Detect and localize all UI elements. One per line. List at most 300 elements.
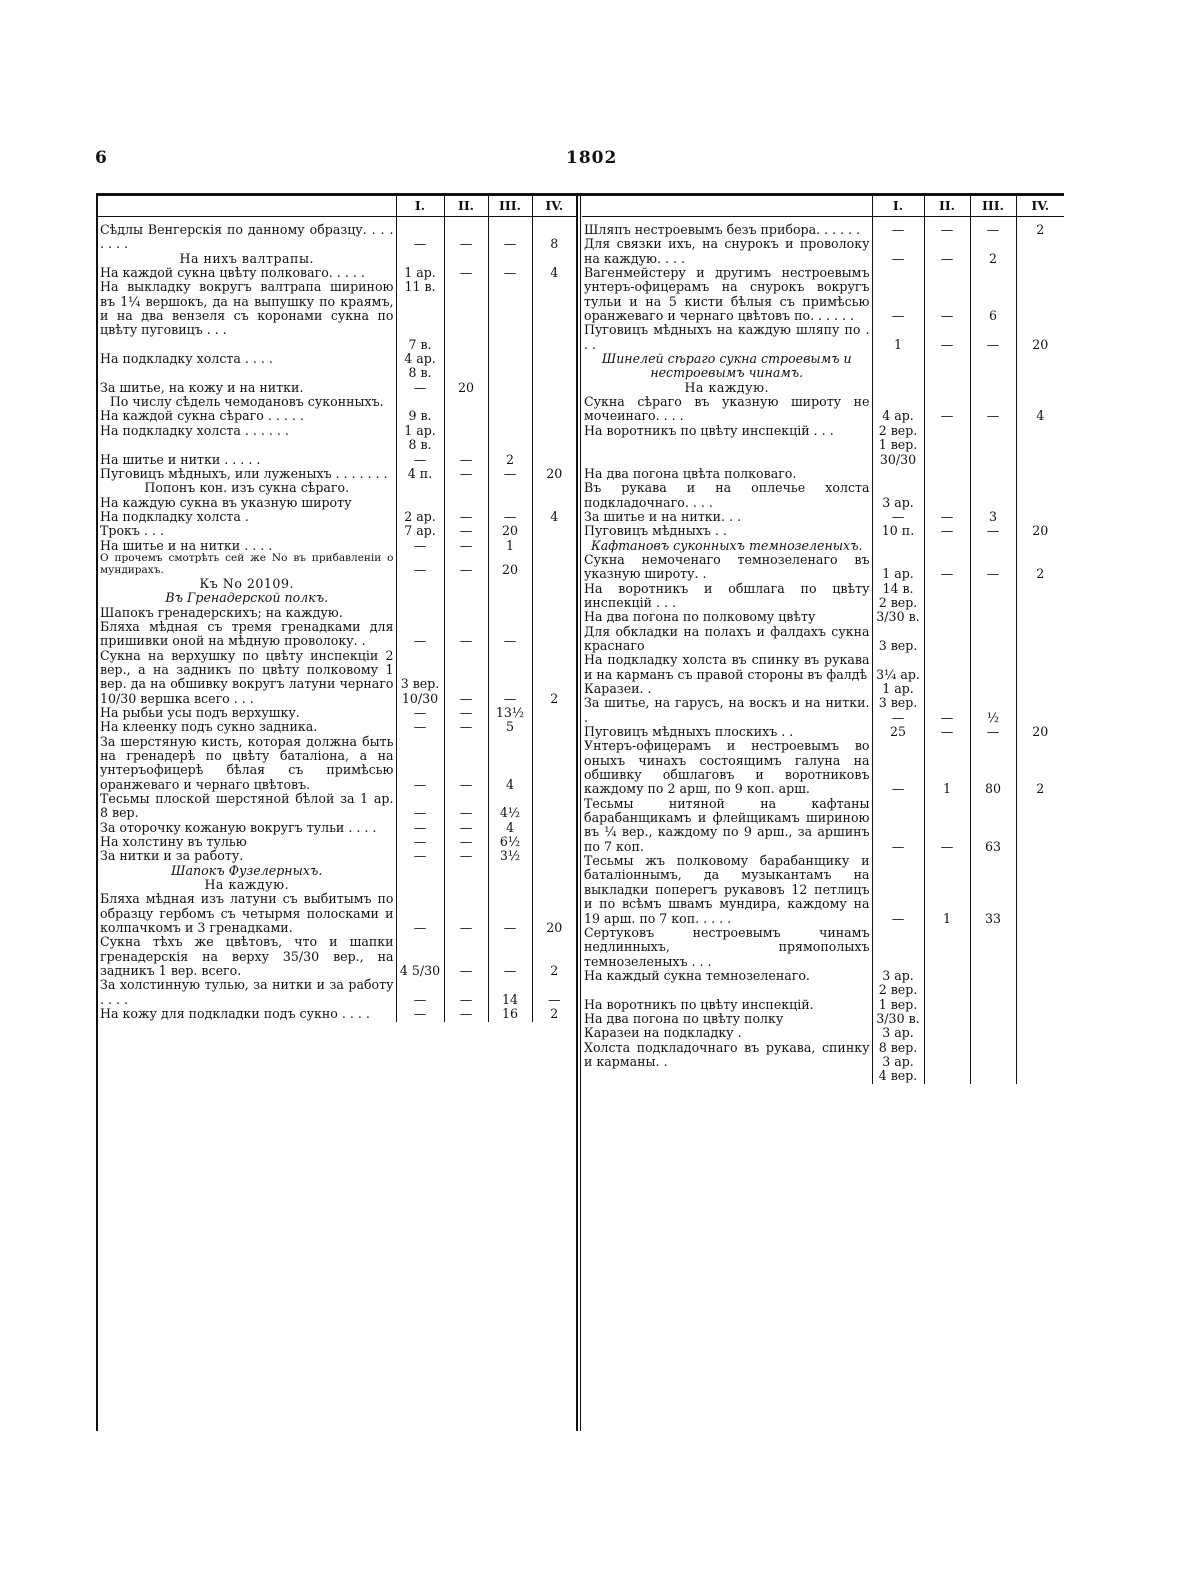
left-item-text: По числу сѣдель чемодановъ суконныхъ. <box>109 394 384 410</box>
right-value-col-3 <box>970 682 1016 696</box>
left-item-text: Шапокъ гренадерскихъ; на каждую. <box>100 604 343 620</box>
left-item-text: За нитки и за работу. <box>100 848 244 864</box>
left-header-row <box>98 196 576 217</box>
right-value-col-1: 3/30 в. <box>872 1012 924 1026</box>
left-item-text: Трокъ . . . <box>100 523 164 539</box>
right-value-col-2 <box>924 381 970 395</box>
right-value-col-2 <box>924 969 970 998</box>
right-item-text: Шинелей сѣраго сукна строевымъ и нестроевымъ чинамъ. <box>601 351 852 381</box>
right-value-col-1: 4 ар. <box>872 395 924 424</box>
left-value-col-2: — <box>444 735 488 792</box>
right-value-col-1: 3¼ ар. <box>872 653 924 682</box>
left-row <box>98 252 576 266</box>
left-value-col-3: — <box>488 510 532 524</box>
right-value-col-1: 3/30 в. <box>872 610 924 624</box>
right-item-text: Кафтановъ суконныхъ темнозеленыхъ. <box>590 537 863 553</box>
left-value-col-1: — <box>396 835 444 849</box>
right-value-col-2 <box>924 352 970 381</box>
left-value-col-1: — <box>396 223 444 252</box>
left-value-col-4: 20 <box>532 892 576 935</box>
right-row <box>582 682 1064 696</box>
left-value-col-2 <box>444 424 488 453</box>
left-value-col-4: 20 <box>532 467 576 481</box>
left-value-col-1: 1 ар. 8 в. <box>396 424 444 453</box>
left-value-col-1: — <box>396 553 444 577</box>
right-item-text: На каждый сукна темнозеленаго. <box>584 967 810 983</box>
right-value-col-1: — <box>872 797 924 854</box>
left-value-col-4 <box>532 792 576 821</box>
right-value-col-1 <box>872 381 924 395</box>
left-value-col-2 <box>444 878 488 892</box>
right-value-col-1 <box>872 539 924 553</box>
right-value-col-2: — <box>924 510 970 524</box>
right-row <box>582 424 1064 467</box>
left-value-col-3 <box>488 481 532 495</box>
right-value-col-4 <box>1016 1012 1064 1026</box>
right-item-text: Пуговицъ мѣдныхъ на каждую шляпу по . . . <box>584 322 870 352</box>
right-value-col-1: 1 вер. <box>872 998 924 1012</box>
right-value-col-3: — <box>970 553 1016 582</box>
left-value-col-1 <box>396 577 444 591</box>
right-value-col-1 <box>872 352 924 381</box>
left-row <box>98 978 576 1007</box>
left-value-col-2: — <box>444 935 488 978</box>
right-row <box>582 969 1064 998</box>
right-row <box>582 1012 1064 1026</box>
left-value-col-1 <box>396 591 444 605</box>
left-value-col-4 <box>532 620 576 649</box>
right-value-col-4 <box>1016 481 1064 510</box>
right-row <box>582 223 1064 237</box>
right-value-col-3 <box>970 926 1016 969</box>
right-value-col-1: — <box>872 223 924 237</box>
left-value-col-3: 3½ <box>488 849 532 863</box>
left-row <box>98 510 576 524</box>
right-row <box>582 352 1064 381</box>
right-row <box>582 481 1064 510</box>
right-item-text: Пуговицъ мѣдныхъ . . <box>584 523 727 539</box>
right-value-col-2: — <box>924 223 970 237</box>
left-value-col-4 <box>532 424 576 453</box>
left-value-col-4 <box>532 735 576 792</box>
right-item-text: Сукна немоченаго темнозеленаго въ указную широту. . <box>584 551 870 582</box>
right-value-col-1: 1 <box>872 323 924 352</box>
left-value-col-3: — <box>488 935 532 978</box>
right-value-col-3 <box>970 481 1016 510</box>
right-value-col-4 <box>1016 797 1064 854</box>
right-value-col-1: — <box>872 266 924 323</box>
right-item-text: Для связки ихъ, на снурокъ и проволоку на каждую. . . . <box>584 236 870 266</box>
right-row <box>582 381 1064 395</box>
right-value-col-3: 6 <box>970 266 1016 323</box>
left-item-text: Къ No 20109. <box>199 575 294 591</box>
right-value-col-1: 25 <box>872 725 924 739</box>
right-row <box>582 266 1064 323</box>
right-value-col-3: 33 <box>970 854 1016 926</box>
left-value-col-3 <box>488 395 532 409</box>
left-item-text: Шапокъ Фузелерныхъ. <box>171 862 323 878</box>
left-value-col-3: — <box>488 266 532 280</box>
right-value-col-4 <box>1016 610 1064 624</box>
page-number: 6 <box>95 148 107 168</box>
left-row <box>98 720 576 734</box>
left-row <box>98 481 576 495</box>
left-value-col-1: 9 в. <box>396 409 444 423</box>
left-item-text: На подкладку холста . . . . . . <box>100 422 289 438</box>
left-row <box>98 266 576 280</box>
left-value-col-4 <box>532 496 576 510</box>
left-value-col-4 <box>532 606 576 620</box>
right-header-col-4: IV. <box>1016 196 1064 217</box>
left-row <box>98 835 576 849</box>
right-item-text: На подкладку холста въ спинку въ рукава и на карманъ съ правой стороны въ фалдѣ <box>584 652 870 682</box>
right-item-text: На два погона по цвѣту полку <box>584 1010 784 1026</box>
left-value-col-2: — <box>444 649 488 706</box>
left-value-col-2 <box>444 481 488 495</box>
left-item-text: За оторочку кожаную вокругъ тульи . . . . <box>100 819 377 835</box>
right-value-col-1: 8 вер. 3 ар. 4 вер. <box>872 1041 924 1084</box>
left-value-col-1: — <box>396 539 444 553</box>
right-row <box>582 610 1064 624</box>
left-value-col-4 <box>532 539 576 553</box>
left-row <box>98 381 576 395</box>
right-item-text: На два погона цвѣта полковаго. <box>584 465 797 481</box>
right-value-col-3 <box>970 610 1016 624</box>
left-value-col-3 <box>488 606 532 620</box>
right-value-col-2 <box>924 653 970 682</box>
right-item-text: Каразеи. . <box>584 681 652 696</box>
left-value-col-4: 4 <box>532 266 576 280</box>
right-value-col-1: 3 вер. — <box>872 696 924 725</box>
left-value-col-4 <box>532 835 576 849</box>
left-value-col-4 <box>532 864 576 878</box>
left-value-col-3 <box>488 577 532 591</box>
left-item-text: На каждой сукна сѣраго . . . . . <box>100 408 304 424</box>
left-value-col-4 <box>532 453 576 467</box>
right-value-col-4 <box>1016 467 1064 481</box>
left-row <box>98 849 576 863</box>
right-value-col-1: 3 ар. <box>872 1026 924 1040</box>
right-header-item <box>582 196 872 217</box>
right-value-col-2: — <box>924 725 970 739</box>
right-value-col-2: — <box>924 395 970 424</box>
left-value-col-2: — <box>444 892 488 935</box>
right-item-text: Унтеръ-офицерамъ и нестроевымъ во оныхъ чинахъ состоящимъ галуна на обшивку обшлаговъ и воротниковъ каждому по 2 арш, по 9 коп. арш. <box>584 738 870 797</box>
left-value-col-2: — <box>444 821 488 835</box>
right-value-col-4 <box>1016 1041 1064 1084</box>
left-item-text: Въ Гренадерской полкъ. <box>165 590 329 606</box>
right-item-text: Для обкладки на полахъ и фалдахъ сукна краснаго <box>584 623 870 653</box>
left-item-text: На каждую сукна въ указную широту <box>100 494 352 510</box>
left-value-col-1: 7 ар. <box>396 524 444 538</box>
left-value-col-2: — <box>444 553 488 577</box>
left-value-col-4: 2 <box>532 935 576 978</box>
left-value-col-2: — <box>444 1007 488 1021</box>
left-value-col-1: — <box>396 1007 444 1021</box>
right-row <box>582 582 1064 611</box>
left-value-col-4 <box>532 706 576 720</box>
left-value-col-1: — <box>396 381 444 395</box>
right-value-col-3 <box>970 1026 1016 1040</box>
left-value-col-3 <box>488 496 532 510</box>
left-value-col-2 <box>444 352 488 381</box>
left-value-col-3: 16 <box>488 1007 532 1021</box>
left-value-col-4 <box>532 524 576 538</box>
left-value-col-3 <box>488 864 532 878</box>
right-item-text: За шитье, на гарусъ, на воскъ и на нитки. . <box>584 695 870 725</box>
left-item-text: Тесьмы плоской шерстяной бѣлой за 1 ар. 8 вер. <box>100 791 394 821</box>
left-row <box>98 496 576 510</box>
right-value-col-3: — <box>970 524 1016 538</box>
right-item-text: Каразеи на подкладку . <box>584 1025 742 1041</box>
left-ledger-body <box>98 217 576 1022</box>
left-value-col-3: 20 <box>488 524 532 538</box>
left-row <box>98 892 576 935</box>
left-value-col-4 <box>532 280 576 352</box>
right-item-text: Пуговицъ мѣдныхъ плоскихъ . . <box>584 724 794 740</box>
right-value-col-4 <box>1016 266 1064 323</box>
left-item-text: На подкладку холста . <box>100 508 249 524</box>
right-header-col-1: I. <box>872 196 924 217</box>
right-value-col-2 <box>924 998 970 1012</box>
right-value-col-2 <box>924 926 970 969</box>
left-row <box>98 792 576 821</box>
right-value-col-3: — <box>970 323 1016 352</box>
left-item-text: Сукна на верхушку по цвѣту инспекціи 2 вер., а на задникъ по цвѣту полковому 1 вер. да на обшивку вокругъ латуни чернаго 10/30 вершка всего . . . <box>100 647 394 706</box>
right-value-col-2 <box>924 539 970 553</box>
right-value-col-1: — <box>872 237 924 266</box>
right-row <box>582 323 1064 352</box>
right-value-col-4: 20 <box>1016 524 1064 538</box>
left-value-col-4 <box>532 395 576 409</box>
left-value-col-2: — <box>444 467 488 481</box>
left-value-col-1 <box>396 606 444 620</box>
left-value-col-4 <box>532 821 576 835</box>
left-row <box>98 735 576 792</box>
left-value-col-4 <box>532 252 576 266</box>
right-row <box>582 553 1064 582</box>
left-value-col-4 <box>532 381 576 395</box>
left-value-col-2 <box>444 280 488 352</box>
right-item-text: На два погона по полковому цвѣту <box>584 609 816 625</box>
right-value-col-3 <box>970 539 1016 553</box>
left-value-col-1: — <box>396 453 444 467</box>
left-value-col-4 <box>532 591 576 605</box>
left-value-col-3: 1 <box>488 539 532 553</box>
right-row <box>582 395 1064 424</box>
left-row <box>98 864 576 878</box>
right-value-col-4: 20 <box>1016 323 1064 352</box>
right-item-text: Тесьмы жъ полковому барабанщику и баталіоннымъ, да музыкантамъ на выкладки поперегъ рукавовъ 12 петлицъ и по всѣмъ швамъ мундира, каждому на 19 арш. по 7 коп. . . . . <box>584 853 870 926</box>
left-row <box>98 223 576 252</box>
right-value-col-1: 1 ар. <box>872 682 924 696</box>
right-value-col-4 <box>1016 237 1064 266</box>
right-item-text: На воротникъ по цвѣту инспекцій. <box>584 996 814 1012</box>
left-item-text: Попонъ кон. изъ сукна сѣраго. <box>144 480 350 496</box>
right-value-col-2 <box>924 481 970 510</box>
left-item-text: На клеенку подъ сукно задника. <box>100 719 318 735</box>
left-value-col-4: — <box>532 978 576 1007</box>
right-value-col-1: — <box>872 739 924 796</box>
left-value-col-2 <box>444 864 488 878</box>
left-row <box>98 467 576 481</box>
right-value-col-4 <box>1016 539 1064 553</box>
right-value-col-3: 2 <box>970 237 1016 266</box>
left-value-col-3 <box>488 424 532 453</box>
left-value-col-1: — <box>396 849 444 863</box>
right-value-col-4 <box>1016 352 1064 381</box>
left-row <box>98 352 576 381</box>
right-item-text: На воротникъ по цвѣту инспекцій . . . <box>584 422 834 438</box>
right-value-col-2 <box>924 424 970 467</box>
left-value-col-3: 4 <box>488 821 532 835</box>
left-item-text: За шерстяную кисть, которая должна быть на гренадерѣ по цвѣту баталіона, а на унтеръофицерѣ бѣлая съ примѣсью оранжеваго и чернаго цвѣтовъ. <box>100 733 394 792</box>
right-value-col-4 <box>1016 653 1064 682</box>
left-value-col-2: — <box>444 849 488 863</box>
right-value-col-2 <box>924 582 970 611</box>
left-value-col-2: — <box>444 223 488 252</box>
left-item-text: За холстинную тулью, за нитки и за работу . . . . <box>100 977 394 1007</box>
right-value-col-1: 14 в. 2 вер. <box>872 582 924 611</box>
left-value-col-2 <box>444 395 488 409</box>
left-item-text: На выкладку вокругъ валтрапа ширинοю въ 1¼ вершокъ, да на выпушку по краямъ, и на два вензеля съ коронами сукна по цвѣту пуговицъ . . . <box>100 279 394 338</box>
right-item-text: На каждую. <box>684 379 770 395</box>
left-row <box>98 577 576 591</box>
right-row <box>582 696 1064 725</box>
left-row <box>98 409 576 423</box>
left-value-col-2: 20 <box>444 381 488 395</box>
right-value-col-3 <box>970 352 1016 381</box>
left-value-col-3: 5 <box>488 720 532 734</box>
right-value-col-1: 3 ар. <box>872 481 924 510</box>
right-value-col-1: — <box>872 510 924 524</box>
right-row <box>582 739 1064 796</box>
left-value-col-1 <box>396 395 444 409</box>
left-value-col-2 <box>444 591 488 605</box>
left-row <box>98 821 576 835</box>
left-value-col-1: — <box>396 978 444 1007</box>
right-value-col-2: — <box>924 696 970 725</box>
left-value-col-3: — <box>488 892 532 935</box>
right-row <box>582 854 1064 926</box>
left-item-text: На каждой сукна цвѣту полковаго. . . . . <box>100 265 365 281</box>
right-value-col-1: 3 ар. 2 вер. <box>872 969 924 998</box>
left-row <box>98 539 576 553</box>
right-item-text: Шляпъ нестроевымъ безъ прибора. . . . . . <box>584 222 861 237</box>
right-value-col-2 <box>924 1041 970 1084</box>
right-value-col-1: — <box>872 854 924 926</box>
left-row <box>98 1007 576 1021</box>
right-value-col-2: — <box>924 524 970 538</box>
right-value-col-4 <box>1016 969 1064 998</box>
right-value-col-4: 2 <box>1016 553 1064 582</box>
left-value-col-3 <box>488 381 532 395</box>
left-row <box>98 649 576 706</box>
left-value-col-1: 2 ар. <box>396 510 444 524</box>
left-row <box>98 524 576 538</box>
left-value-col-4: 8 <box>532 223 576 252</box>
left-header-col-3: III. <box>488 196 532 217</box>
right-value-col-3: — <box>970 223 1016 237</box>
left-item-text: На каждую. <box>204 877 290 893</box>
right-value-col-3 <box>970 424 1016 467</box>
right-value-col-2 <box>924 467 970 481</box>
left-value-col-3: 14 <box>488 978 532 1007</box>
right-row <box>582 1041 1064 1084</box>
right-item-text: Вагенмейстеру и другимъ нестроевымъ унтеръ-офицерамъ на снурокъ вокругъ тульи и на 5 кисти бѣлыя съ примѣсью оранжеваго и чернаго цвѣтовъ по. . . . . . <box>584 265 870 324</box>
left-row <box>98 706 576 720</box>
left-value-col-2: — <box>444 835 488 849</box>
right-item-text: Сертуковъ нестроевымъ чинамъ недлинныхъ, прямополыхъ темнозеленыхъ . . . <box>584 924 870 969</box>
left-value-col-1: — <box>396 792 444 821</box>
left-value-col-3: — <box>488 467 532 481</box>
left-value-col-4 <box>532 849 576 863</box>
left-value-col-3: 6½ <box>488 835 532 849</box>
left-value-col-1: 11 в. 7 в. <box>396 280 444 352</box>
left-value-col-1 <box>396 481 444 495</box>
left-row <box>98 606 576 620</box>
left-value-col-3: — <box>488 620 532 649</box>
page-year: 1802 <box>566 148 618 168</box>
right-value-col-3: 3 <box>970 510 1016 524</box>
right-ledger-table <box>582 196 1064 1084</box>
right-value-col-4 <box>1016 926 1064 969</box>
right-value-col-2 <box>924 625 970 654</box>
left-value-col-2: — <box>444 266 488 280</box>
left-header-item <box>98 196 396 217</box>
left-value-col-4 <box>532 720 576 734</box>
left-item-text: На кожу для подкладки подъ сукно . . . . <box>100 1006 370 1022</box>
right-value-col-3 <box>970 969 1016 998</box>
left-value-col-3 <box>488 591 532 605</box>
left-value-col-2 <box>444 606 488 620</box>
right-value-col-1: 10 п. <box>872 524 924 538</box>
left-item-text: За шитье, на кожу и на нитки. <box>100 379 304 395</box>
left-row <box>98 878 576 892</box>
left-item-text: На рыбьи усы подъ верхушку. <box>100 704 300 720</box>
left-value-col-1: — <box>396 735 444 792</box>
right-row <box>582 467 1064 481</box>
left-ledger-table <box>98 196 576 1022</box>
left-item-text: На холстину въ тулью <box>100 834 247 850</box>
left-value-col-4 <box>532 553 576 577</box>
right-row <box>582 1026 1064 1040</box>
left-item-text: На подкладку холста . . . . <box>100 351 273 367</box>
left-value-col-3 <box>488 252 532 266</box>
left-header-col-4: IV. <box>532 196 576 217</box>
right-item-text: За шитье и на нитки. . . <box>584 508 742 524</box>
right-value-col-2: — <box>924 237 970 266</box>
left-value-col-3 <box>488 409 532 423</box>
left-value-col-4 <box>532 577 576 591</box>
right-value-col-4: 20 <box>1016 725 1064 739</box>
right-value-col-4 <box>1016 696 1064 725</box>
left-value-col-1 <box>396 252 444 266</box>
right-value-col-2: — <box>924 553 970 582</box>
right-value-col-4 <box>1016 582 1064 611</box>
left-header-col-2: II. <box>444 196 488 217</box>
left-value-col-3: — <box>488 223 532 252</box>
right-value-col-4: 4 <box>1016 395 1064 424</box>
left-value-col-1: 1 ар. <box>396 266 444 280</box>
right-value-col-3: ½ <box>970 696 1016 725</box>
left-row <box>98 280 576 352</box>
right-value-col-3 <box>970 467 1016 481</box>
left-row <box>98 620 576 649</box>
left-value-col-3 <box>488 878 532 892</box>
right-value-col-3 <box>970 653 1016 682</box>
right-value-col-2: 1 <box>924 739 970 796</box>
